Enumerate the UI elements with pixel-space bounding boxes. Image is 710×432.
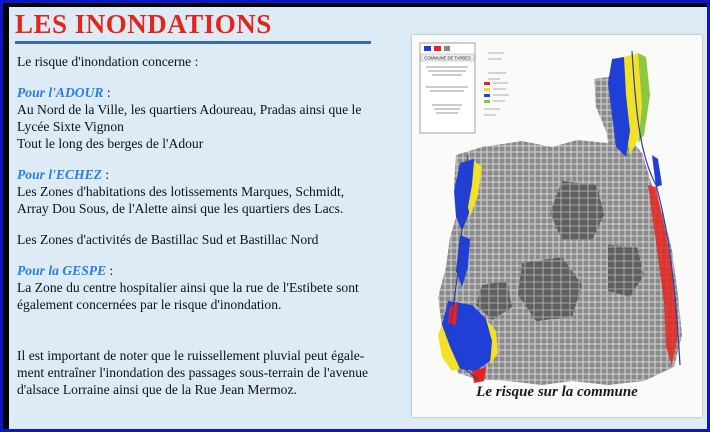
adour-label: Pour l'ADOUR xyxy=(17,85,104,100)
section-gespe-heading: Pour la GESPE : xyxy=(17,263,114,278)
gespe-label: Pour la GESPE xyxy=(17,263,107,278)
note-line: d'alsace Lorraine ainsi que de la Rue Jean Mermoz. xyxy=(17,382,297,397)
adour-line: Au Nord de la Ville, les quartiers Adoureau, Pradas ainsi que le xyxy=(17,102,362,117)
section-adour-heading: Pour l'ADOUR : xyxy=(17,85,111,100)
map-illustration xyxy=(412,35,702,417)
section-echez-heading: Pour l'ECHEZ : xyxy=(17,167,110,182)
adour-line: Lycée Sixte Vignon xyxy=(17,119,124,134)
text-column xyxy=(17,53,395,398)
map-cartouche xyxy=(420,43,475,133)
echez-line: Les Zones d'habitations des lotissements Marques, Schmidt, xyxy=(17,184,345,199)
echez-label: Pour l'ECHEZ xyxy=(17,167,102,182)
title-underline xyxy=(15,41,371,44)
flood-risk-map xyxy=(412,35,702,417)
gespe-line: également concernées par le risque d'inondation. xyxy=(17,297,282,312)
intro-text: Le risque d'inondation concerne : xyxy=(17,54,199,69)
echez-line: Array Dou Sous, de l'Alette ainsi que les quartiers des Lacs. xyxy=(17,201,344,216)
adour-line: Tout le long des berges de l'Adour xyxy=(17,136,204,151)
cartouche-title: COMMUNE DE TARBES xyxy=(424,55,471,61)
note-line: ment entraîner l'inondation des passages sous-terrain de l'avenue xyxy=(17,365,369,380)
map-caption: Le risque sur la commune xyxy=(476,384,638,400)
gespe-line: La Zone du centre hospitalier ainsi que la rue de l'Estibete sont xyxy=(17,280,359,295)
map-legend xyxy=(484,53,509,115)
echez-activity-zones: Les Zones d'activités de Bastillac Sud et Bastillac Nord xyxy=(17,232,319,247)
document-page xyxy=(9,7,707,429)
page-title: LES INONDATIONS xyxy=(15,9,272,39)
note-line: Il est important de noter que le ruissellement pluvial peut égale- xyxy=(17,348,365,363)
